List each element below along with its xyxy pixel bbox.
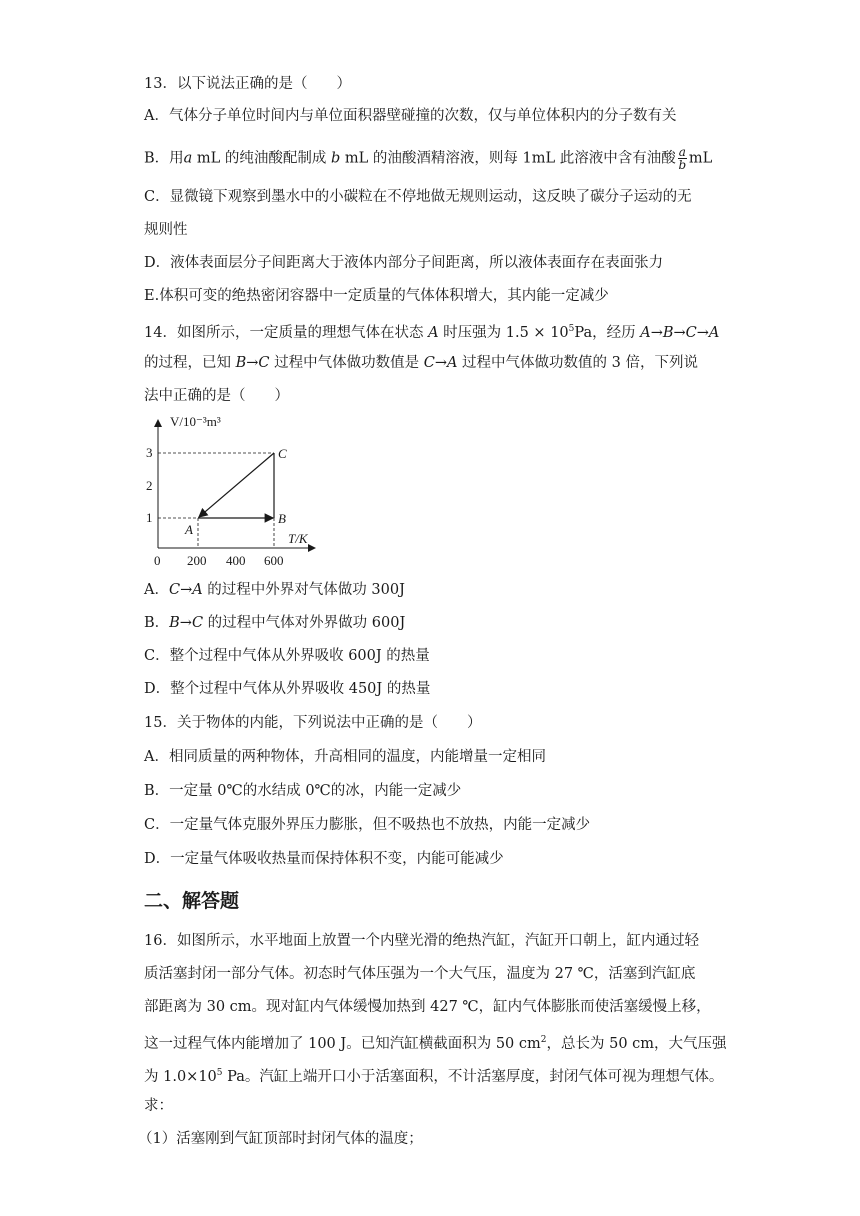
- q16-line6: 求：: [144, 1098, 173, 1114]
- q15-option-b: B．一定量 0℃的水结成 0℃的冰，内能一定减少: [144, 783, 462, 799]
- point-a-label: A: [185, 522, 193, 537]
- q13-option-d: D．液体表面层分子间距离大于液体内部分子间距离，所以液体表面存在表面张力: [144, 255, 664, 271]
- q15-stem: 15．关于物体的内能，下列说法中正确的是（ ）: [144, 715, 482, 731]
- y-axis-label: V/10⁻³m³: [170, 414, 221, 429]
- q16-subquestion-1: （1）活塞刚到气缸顶部时封闭气体的温度；: [138, 1131, 423, 1147]
- q16-line5: 为 $1.0\times 10^5$ Pa。汽缸上端开口小于活塞面积，不计活塞厚度，封闭气体可视为理想气体。: [144, 1068, 724, 1085]
- q13-option-c-line2: 规则性: [144, 222, 188, 238]
- q14-option-d: D．整个过程中气体从外界吸收 450J 的热量: [144, 681, 431, 697]
- point-c-label: C: [278, 446, 287, 461]
- q13-option-a: A．气体分子单位时间内与单位面积器壁碰撞的次数，仅与单位体积内的分子数有关: [144, 108, 677, 124]
- x-tick-200: 200: [187, 553, 207, 568]
- q13-option-c-line1: C．显微镜下观察到墨水中的小碳粒在不停地做无规则运动，这反映了碳分子运动的无: [144, 189, 692, 205]
- q16-line2: 质活塞封闭一部分气体。初态时气体压强为一个大气压，温度为 27 ℃，活塞到汽缸底: [144, 966, 696, 982]
- q14-stem-line3: 法中正确的是（ ）: [144, 388, 289, 404]
- x-tick-600: 600: [264, 553, 284, 568]
- q16-line3: 部距离为 30 cm。现对缸内气体缓慢加热到 427 ℃，缸内气体膨胀而使活塞缓慢上移，: [144, 999, 711, 1015]
- q15-option-d: D．一定量气体吸收热量而保持体积不变，内能可能减少: [144, 851, 504, 867]
- q14-option-c: C．整个过程中气体从外界吸收 600J 的热量: [144, 648, 430, 664]
- q15-option-c: C．一定量气体克服外界压力膨胀，但不吸热也不放热，内能一定减少: [144, 817, 591, 833]
- q13-stem: 13．以下说法正确的是（ ）: [144, 76, 351, 92]
- section-heading: 二、解答题: [144, 890, 240, 912]
- y-tick-2: 2: [146, 478, 153, 493]
- q14-option-b: B．B→C 的过程中气体对外界做功 600J: [144, 615, 406, 631]
- y-tick-3: 3: [146, 445, 153, 460]
- fraction-a-over-b: $\frac{a}{b}$: [678, 145, 687, 172]
- q16-line1: 16．如图所示，水平地面上放置一个内壁光滑的绝热汽缸，汽缸开口朝上，缸内通过轻: [144, 933, 699, 949]
- q15-option-a: A．相同质量的两种物体，升高相同的温度，内能增量一定相同: [144, 749, 546, 765]
- q13-option-e: E.体积可变的绝热密闭容器中一定质量的气体体积增大，其内能一定减少: [144, 288, 609, 304]
- q14-stem-line2: 的过程，已知 B→C 过程中气体做功数值是 C→A 过程中气体做功数值的 3 倍，下列说: [144, 355, 699, 371]
- q14-stem-line1: 14．如图所示，一定质量的理想气体在状态 A 时压强为 $1.5 \times 10^5Pa$，经历 A→B→C→A: [144, 324, 720, 341]
- x-tick-0: 0: [154, 553, 161, 568]
- v-t-graph: [140, 412, 320, 572]
- q13-option-b: B．用a mL 的纯油酸配制成 b mL 的油酸酒精溶液，则每 1mL 此溶液中含有油酸 $\frac{a}{b}$ mL: [144, 145, 713, 172]
- y-tick-1: 1: [146, 510, 153, 525]
- x-axis-label: T/K: [288, 531, 308, 546]
- q14-option-a: A．C→A 的过程中外界对气体做功 300J: [144, 582, 405, 598]
- process-c-to-a: [199, 453, 274, 517]
- point-b-label: B: [278, 511, 286, 526]
- x-tick-400: 400: [226, 553, 246, 568]
- q16-line4: 这一过程气体内能增加了 100 J。已知汽缸横截面积为 50 $cm^2$，总长为 50 cm，大气压强: [144, 1035, 727, 1052]
